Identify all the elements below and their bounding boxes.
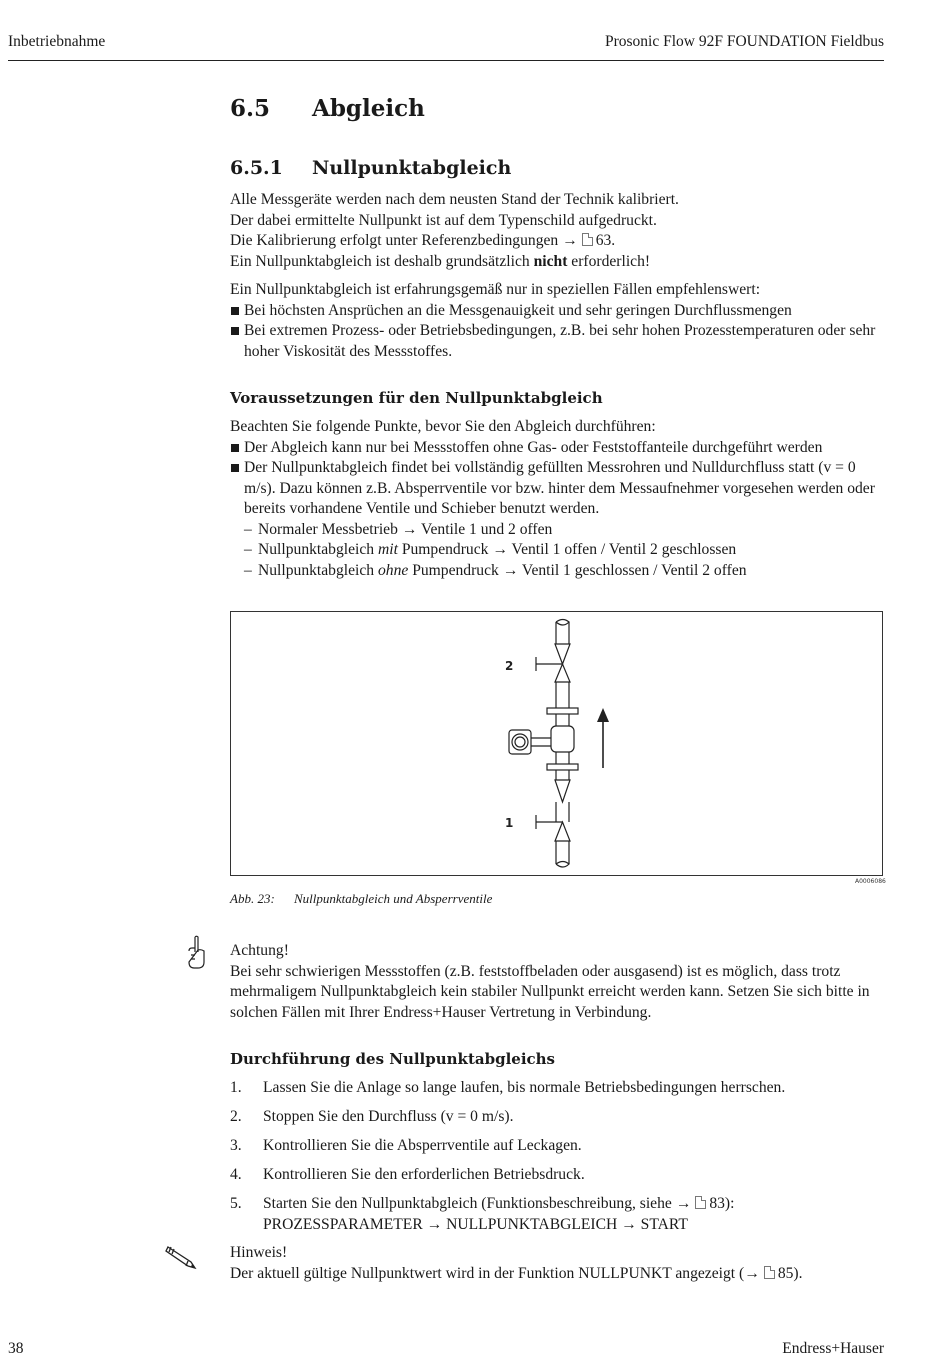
subsection-heading [230,157,511,179]
note-block [230,1243,890,1284]
step-number: 1. [230,1079,242,1096]
warning-title: Achtung! [230,942,289,959]
recommend-paragraph [230,280,890,362]
sub-list-item-text: Pumpendruck → Ventil 1 geschlossen / Ventil 2 offen [412,561,747,579]
figure-id: A0006086 [855,878,886,885]
footer-brand: Endress+Hauser [782,1340,884,1357]
step-item [230,1078,890,1099]
step-menu-path: PROZESSPARAMETER → NULLPUNKTABGLEICH → START [263,1215,688,1233]
sub-list-item [230,561,890,582]
sub-list-item [230,520,890,541]
page-ref-number: 83): [709,1195,735,1212]
sub-list-item-text: Pumpendruck → Ventil 1 offen / Ventil 2 geschlossen [401,541,737,558]
step-text: Kontrollieren Sie den erforderlichen Betriebsdruck. [263,1166,585,1183]
valve-1-label: 1 [505,816,514,830]
page-number: 38 [8,1340,24,1357]
valve-2-upper [555,644,570,664]
prereq-heading: Voraussetzungen für den Nullpunktabgleich [230,389,603,407]
step-text: Lassen Sie die Anlage so lange laufen, bis normale Betriebsbedingungen herrschen. [263,1079,786,1096]
intro-line: Alle Messgeräte werden nach dem neusten Stand der Technik kalibriert. [230,191,679,208]
emphasis-nicht: nicht [533,252,568,270]
sub-list-item-text: Normaler Messbetrieb → Ventile 1 und 2 offen [258,520,553,538]
list-item [230,321,890,362]
note-text-body: Der aktuell gültige Nullpunktwert wird in der Funktion NULLPUNKT angezeigt (→ [230,1264,760,1282]
list-item-text: Bei höchsten Ansprüchen an die Messgenauigkeit und sehr geringen Durchflussmengen [244,301,792,319]
page-reference-icon [582,233,593,246]
list-item [230,301,890,322]
step-item [230,1194,890,1235]
emphasis-ohne: ohne [377,561,409,579]
pencil-icon [165,1244,199,1270]
sensor-body [551,726,574,752]
dash-marker: – [244,541,252,558]
step-item [230,1136,890,1157]
pointing-hand-icon [186,935,208,971]
bullet-icon [231,464,239,472]
page-ref-number: 85). [777,1264,803,1282]
list-item-text: Bei extremen Prozess- oder Betriebsbedingungen, z.B. bei sehr hohen Prozesstemperaturen oder sehr hoher Viskosität des Messstoffes. [244,322,876,360]
step-number: 4. [230,1166,242,1183]
intro-line [230,231,890,252]
header-chapter: Inbetriebnahme [8,33,106,50]
valve-2-label: 2 [505,659,514,673]
figure-caption [230,891,492,907]
note-title: Hinweis! [230,1244,288,1261]
bullet-icon [231,444,239,452]
bullet-icon [231,307,239,315]
note-text [230,1264,890,1285]
page-ref-number: 63. [595,232,616,249]
step-text: Kontrollieren Sie die Absperrventile auf Leckagen. [263,1137,582,1154]
prereq-lead: Beachten Sie folgende Punkte, bevor Sie den Abgleich durchführen: [230,418,656,435]
header-product: Prosonic Flow 92F FOUNDATION Fieldbus [604,33,884,50]
page-reference-icon [764,1266,775,1279]
prereq-paragraph [230,417,890,581]
subsection-title: Nullpunktabgleich [312,157,512,179]
list-item [230,458,890,520]
section-number: 6.5 [230,95,271,122]
step-number: 2. [230,1108,242,1125]
recommend-lead: Ein Nullpunktabgleich ist erfahrungsgemäß nur in speziellen Fällen empfehlenswert: [230,281,761,298]
subsection-number: 6.5.1 [230,157,283,179]
valve-2-lower [555,664,570,682]
warning-block [230,941,890,1023]
step-text: Stoppen Sie den Durchfluss (v = 0 m/s). [263,1108,514,1125]
section-title: Abgleich [312,95,425,122]
intro-line [230,252,890,273]
caption-text: Nullpunktabgleich und Absperrventile [294,891,493,906]
warning-text: Bei sehr schwierigen Messstoffen (z.B. feststoffbeladen oder ausgasend) ist es möglich, dass trotz mehrmaligem Nullpunktabgleich kein stabiler Nullpunkt erreicht werden kann. Setzen Sie sich bitte in solchen Fällen mit Ihrer Endress+Hauser Vertretung in Verbindung. [230,962,870,1021]
procedure-heading: Durchführung des Nullpunktabgleichs [230,1050,555,1068]
pipe-break-top [556,620,569,626]
bullet-icon [231,327,239,335]
list-item [230,438,890,459]
page-reference-icon [695,1196,706,1209]
caption-label: Abb. 23: [230,891,275,906]
sub-list-item [230,540,890,561]
procedure-steps [230,1078,890,1244]
step-text: Starten Sie den Nullpunktabgleich (Funktionsbeschreibung, siehe → [263,1195,692,1212]
step-item [230,1165,890,1186]
step-number: 5. [230,1195,242,1212]
step-item [230,1107,890,1128]
list-item-text: Der Nullpunktabgleich findet bei vollständig gefüllten Messrohren und Nulldurchfluss statt (v = 0 m/s). Dazu können z.B. Absperrventile vor bzw. hinter dem Messaufnehmer vorgesehen werden oder bereits vorhandene Ventile und Schieber benutzt werden. [244,459,875,517]
dash-marker: – [244,561,252,579]
lower-flange [547,764,578,770]
intro-paragraph [230,190,890,272]
upper-flange [547,708,578,714]
pipe-break-bottom [556,862,569,868]
valve-1-upper [555,780,570,802]
dash-marker: – [244,520,252,538]
valve-1-lower [555,822,570,841]
list-item-text: Der Abgleich kann nur bei Messstoffen ohne Gas- oder Feststoffanteile durchgeführt werden [244,438,823,456]
step-number: 3. [230,1137,242,1154]
emphasis-mit: mit [377,541,398,558]
flow-arrow-head [597,708,609,722]
intro-line-text: erforderlich! [571,252,651,270]
sub-list-item-text: Nullpunktabgleich [258,561,375,579]
intro-line-text: Die Kalibrierung erfolgt unter Referenzbedingungen → [230,232,578,249]
valve-diagram [231,612,882,875]
header-rule [8,60,884,61]
sub-list-item-text: Nullpunktabgleich [258,541,375,558]
intro-line-text: Ein Nullpunktabgleich ist deshalb grundsätzlich [230,252,530,270]
figure-frame [230,611,883,876]
intro-line: Der dabei ermittelte Nullpunkt ist auf dem Typenschild aufgedruckt. [230,211,657,229]
section-heading [230,95,425,122]
